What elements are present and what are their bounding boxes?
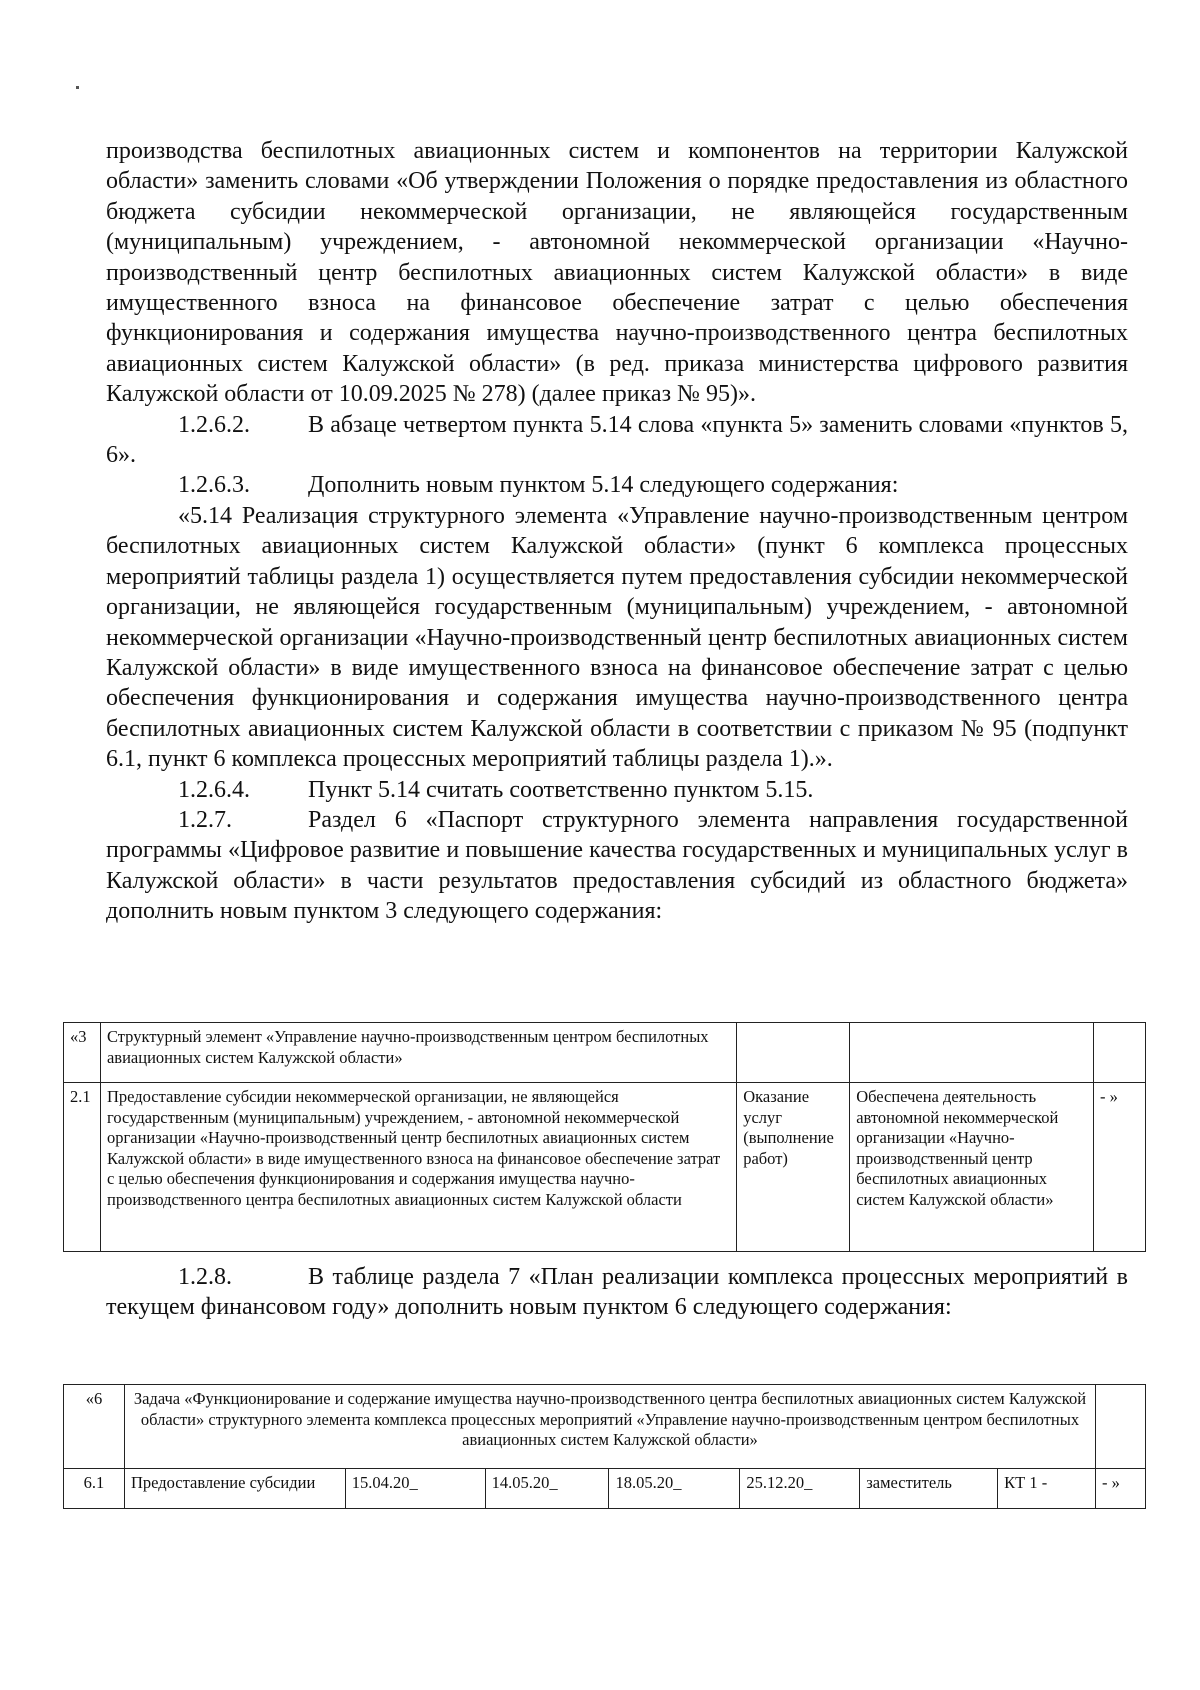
- item-1-2-6-3: [106, 470, 1128, 500]
- item-text: В таблице раздела 7 «План реализации комплекса процессных мероприятий в текущем финансовом году» дополнить новым пунктом 6 следующего содержания:: [106, 1264, 1128, 1321]
- item-1-2-7: [106, 805, 1128, 927]
- plan-table: [63, 1384, 1146, 1509]
- table-cell: 15.04.20_: [345, 1469, 485, 1509]
- table-cell: «6: [64, 1385, 125, 1469]
- table-cell: Оказание услуг (выполнение работ): [737, 1083, 850, 1252]
- table-cell: - »: [1096, 1469, 1146, 1509]
- item-1-2-6-2: [106, 410, 1128, 471]
- document-body: [106, 136, 1128, 927]
- table-cell: Предоставление субсидии некоммерческой организации, не являющейся государственным (муниципальным) учреждением, - автономной некоммерческой организации «Научно-производственный центр беспилотных авиационных систем Калужской области» в виде имущественного взноса на финансовое обеспечение затрат с целью обеспечения функционирования и содержания имущества научно-производственного центра беспилотных авиационных систем Калужской области: [100, 1083, 736, 1252]
- table-cell: [1094, 1023, 1146, 1083]
- table-cell: 2.1: [64, 1083, 101, 1252]
- item-number: 1.2.8.: [178, 1264, 232, 1290]
- item-number: 1.2.6.4.: [178, 776, 250, 803]
- table-cell: заместитель: [860, 1469, 998, 1509]
- table-cell: 18.05.20_: [609, 1469, 740, 1509]
- item-1-2-8: [106, 1262, 1128, 1323]
- table-cell: Структурный элемент «Управление научно-производственным центром беспилотных авиационных систем Калужской области»: [100, 1023, 736, 1083]
- table-cell: 25.12.20_: [740, 1469, 860, 1509]
- item-number: 1.2.6.3.: [178, 472, 250, 499]
- table-cell: «3: [64, 1023, 101, 1083]
- table-row: [64, 1083, 1146, 1252]
- item-text: Дополнить новым пунктом 5.14 следующего содержания:: [308, 472, 899, 499]
- table-cell: 6.1: [64, 1469, 125, 1509]
- table-cell: Задача «Функционирование и содержание имущества научно-производственного центра беспилотных авиационных систем Калужской области» структурного элемента комплекса процессных мероприятий «Управление научно-производственным центром беспилотных авиационных систем Калужской области»: [124, 1385, 1095, 1469]
- item-text: Пункт 5.14 считать соответственно пунктом 5.15.: [308, 776, 814, 803]
- table-row: [64, 1469, 1146, 1509]
- table-cell: [737, 1023, 850, 1083]
- table-cell: [1096, 1385, 1146, 1469]
- table-row: [64, 1385, 1146, 1469]
- table-cell: КТ 1 -: [998, 1469, 1096, 1509]
- table-cell: Обеспечена деятельность автономной некоммерческой организации «Научно-производственный центр беспилотных авиационных систем Калужской области»: [850, 1083, 1094, 1252]
- item-text: В абзаце четвертом пункта 5.14 слова «пункта 5» заменить словами «пунктов 5, 6».: [106, 411, 1128, 469]
- table-cell: 14.05.20_: [485, 1469, 609, 1509]
- item-number: 1.2.6.2.: [178, 411, 250, 438]
- item-text: Раздел 6 «Паспорт структурного элемента направления государственной программы «Цифровое развитие и повышение качества государственных и муниципальных услуг в Калужской области» в части результатов предоставления субсидий из областного бюджета» дополнить новым пунктом 3 следующего содержания:: [106, 806, 1128, 925]
- quote-paragraph: «5.14 Реализация структурного элемента «Управление научно-производственным центром беспилотных авиационных систем Калужской области» (пункт 6 комплекса процессных мероприятий таблицы раздела 1) осуществляется путем предоставления субсидии некоммерческой организации, не являющейся государственным (муниципальным) учреждением, - автономной некоммерческой организации «Научно-производственный центр беспилотных авиационных систем Калужской области» в виде имущественного взноса на финансовое обеспечение затрат с целью обеспечения функционирования и содержания имущества научно-производственного центра беспилотных авиационных систем Калужской области в соответствии с приказом № 95 (подпункт 6.1, пункт 6 комплекса процессных мероприятий таблицы раздела 1).».: [106, 502, 1128, 773]
- table-row: [64, 1023, 1146, 1083]
- table-cell: - »: [1094, 1083, 1146, 1252]
- intro-paragraph: производства беспилотных авиационных систем и компонентов на территории Калужской области» заменить словами «Об утверждении Положения о порядке предоставления из областного бюджета субсидии некоммерческой организации, не являющейся государственным (муниципальным) учреждением, - автономной некоммерческой организации «Научно-производственный центр беспилотных авиационных систем Калужской области» в виде имущественного взноса на финансовое обеспечение затрат с целью обеспечения функционирования и содержания имущества научно-производственного центра беспилотных авиационных систем Калужской области» (в ред. приказа министерства цифрового развития Калужской области от 10.09.2025 № 278) (далее приказ № 95)».: [106, 138, 1128, 408]
- item-1-2-6-4: [106, 775, 1128, 805]
- table-cell: [850, 1023, 1094, 1083]
- scan-speck: [76, 86, 79, 89]
- passport-table: [63, 1022, 1146, 1252]
- item-number: 1.2.7.: [178, 806, 232, 833]
- table-cell: Предоставление субсидии: [124, 1469, 345, 1509]
